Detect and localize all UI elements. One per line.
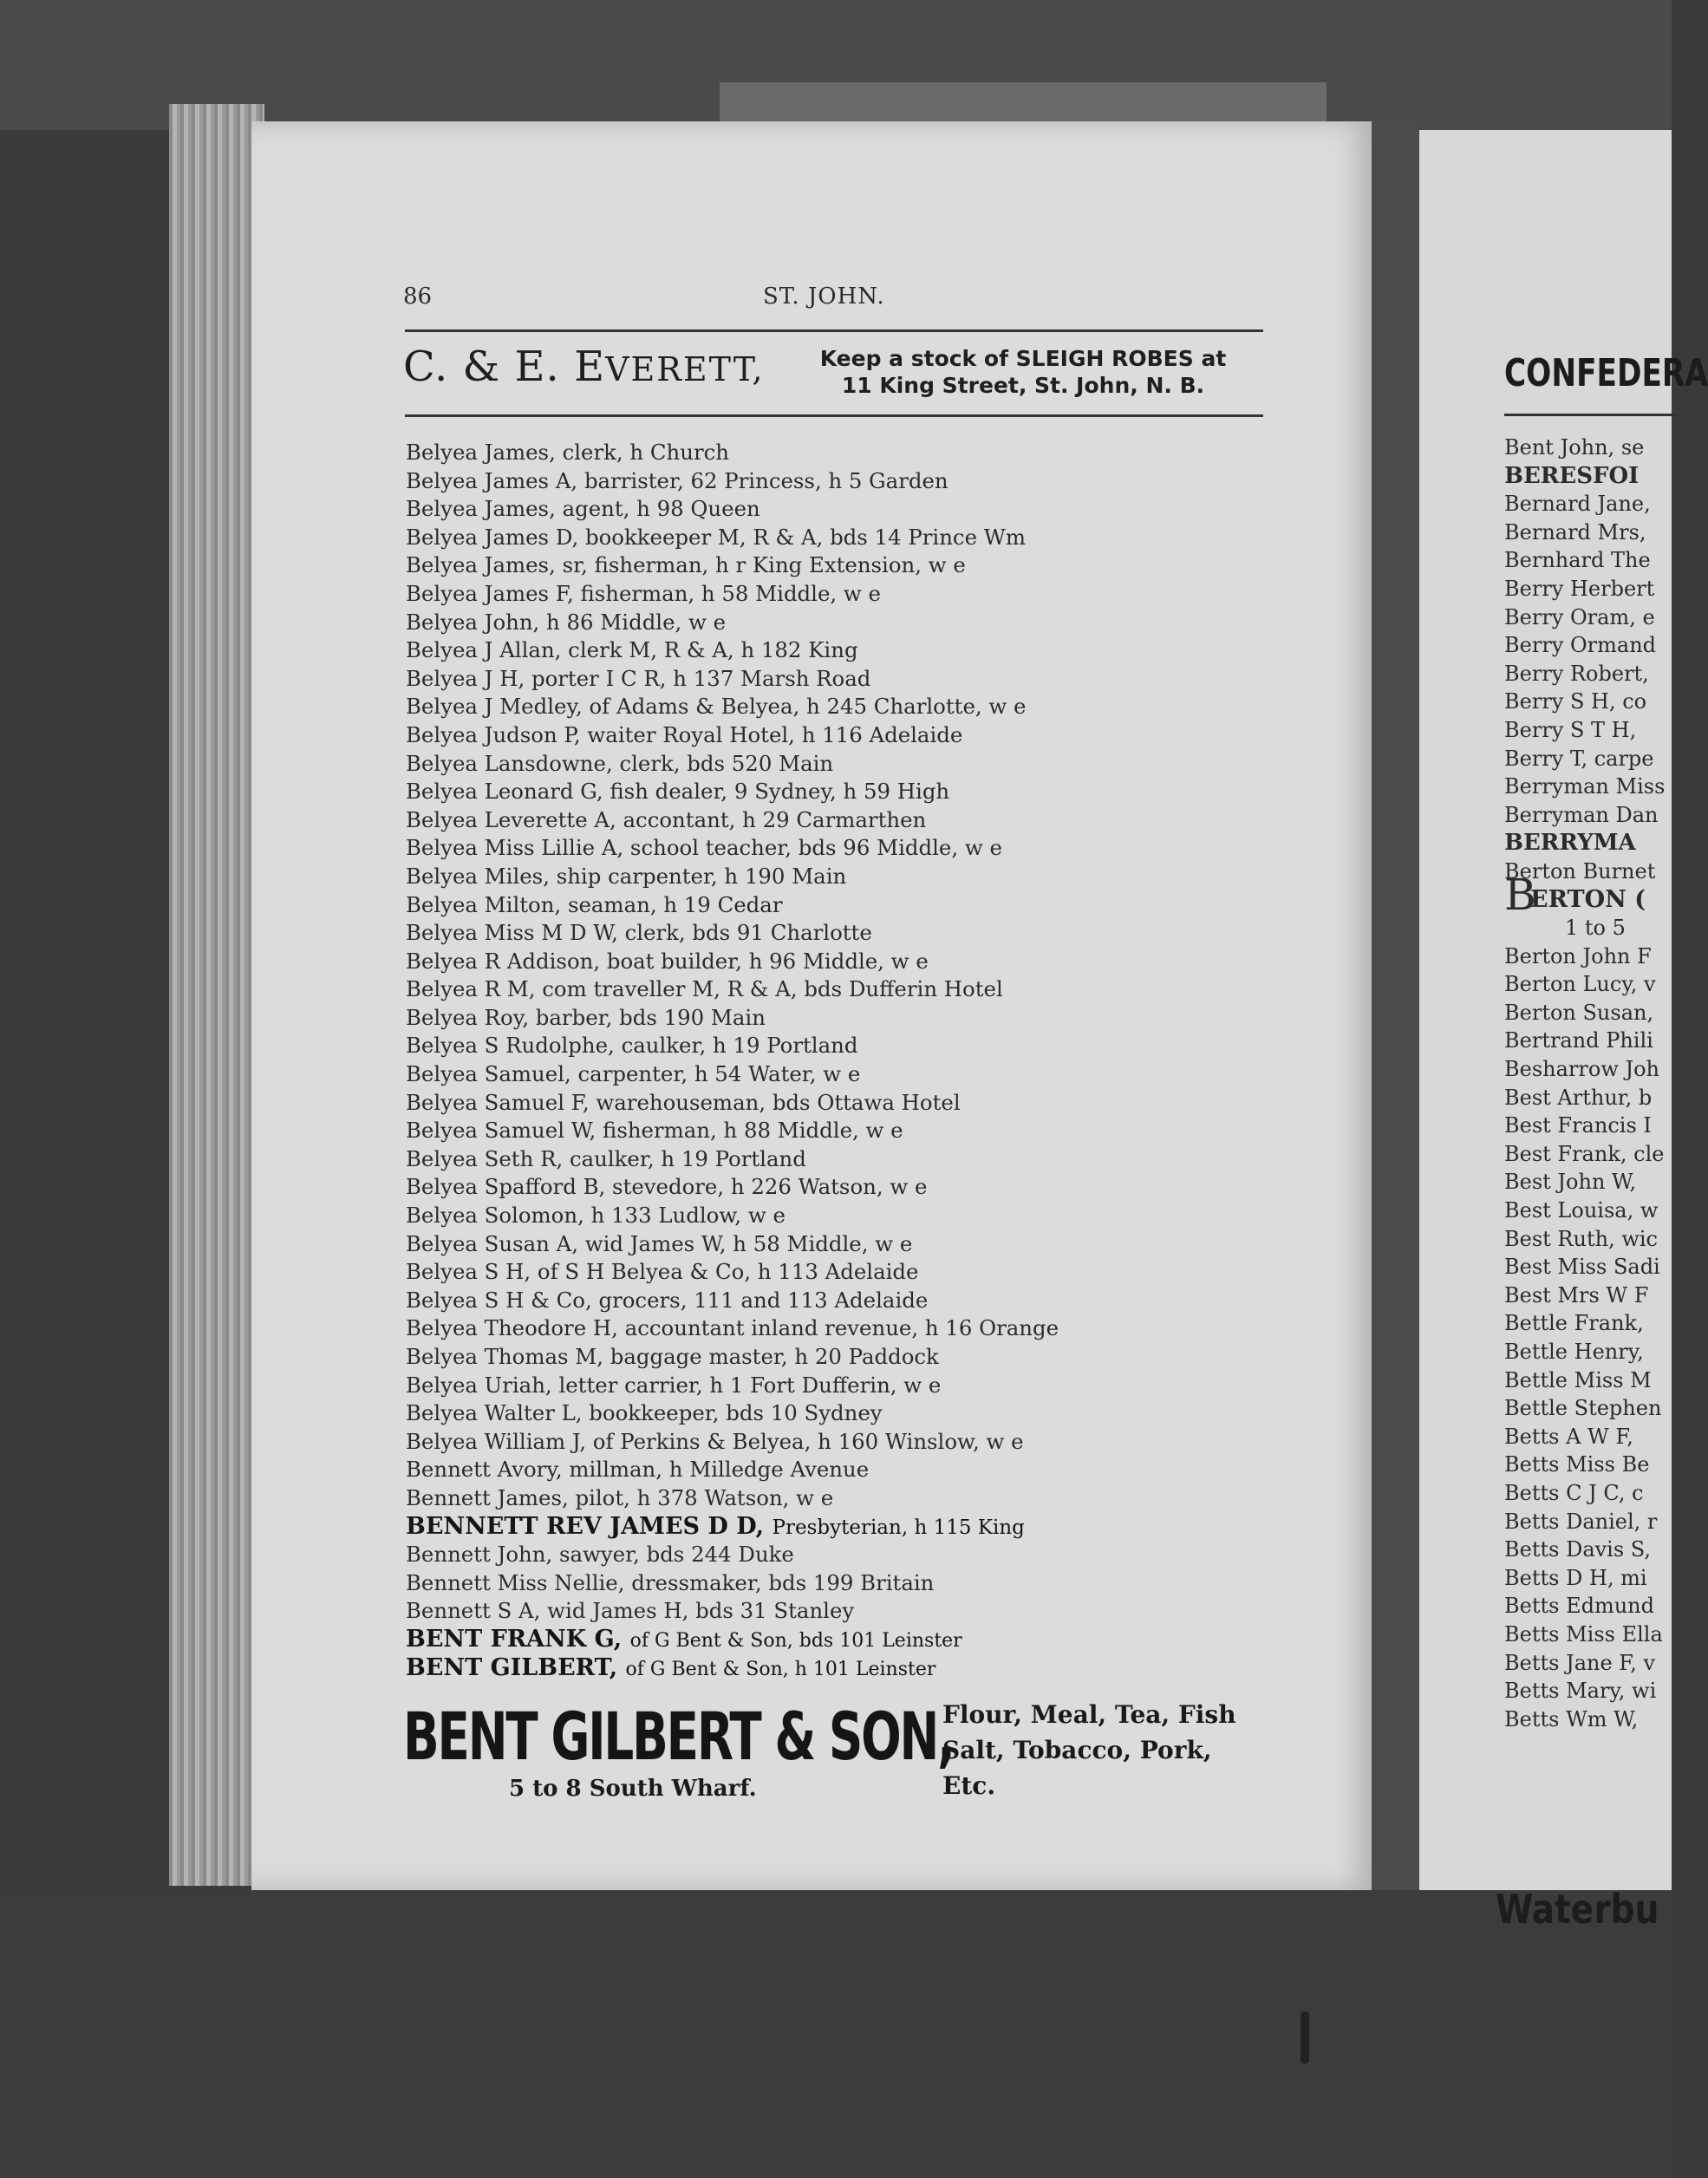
bent-ad-name: BENT GILBERT & SON, [403,1698,954,1775]
right-page-entry: Berryman Miss [1504,774,1666,799]
right-page-entry: Berry S H, co [1504,689,1647,714]
right-page-entry: Betts A W F, [1504,1424,1633,1449]
right-page-entry: Bernard Mrs, [1504,519,1646,544]
right-page [1419,130,1708,1933]
directory-entry: Belyea Theodore H, accountant inland revenue, h 16 Orange [406,1315,1059,1341]
directory-entry: Belyea Samuel, carpenter, h 54 Water, w e [406,1061,861,1087]
right-page-entry: Betts Miss Ella [1504,1621,1663,1647]
right-page-entry: Betts Davis S, [1504,1537,1652,1562]
page-number: 86 [403,284,433,310]
goods-line-1: Flour, Meal, Tea, Fish [942,1700,1236,1729]
right-page-entry: Betts Mary, wi [1504,1679,1657,1704]
right-page-entry: Betts Daniel, r [1504,1509,1658,1534]
book-gutter [1372,121,1419,1890]
directory-entry: Belyea James A, barrister, 62 Princess, h 5 Garden [406,467,949,493]
entry-detail: of G Bent & Son, bds 101 Leinster [629,1629,962,1652]
drop-cap: B [1504,869,1536,920]
goods-line-2: Salt, Tobacco, Pork, [942,1736,1212,1764]
right-page-rule [1504,414,1678,416]
directory-entry: Belyea Uriah, letter carrier, h 1 Fort Dufferin, w e [406,1372,942,1398]
directory-entry: Belyea Samuel F, warehouseman, bds Ottawa Hotel [406,1089,961,1115]
bent-ad-goods [942,1697,1236,1803]
entry-bold-name: ERTON ( [1530,885,1646,913]
directory-entry [406,1654,1299,1683]
right-page-entry: Betts Edmund [1504,1594,1654,1619]
advertisement-text [763,345,1283,399]
directory-entry: Belyea J H, porter I C R, h 137 Marsh Road [406,665,871,691]
directory-entry: Belyea James, clerk, h Church [406,440,729,465]
directory-entry: Bennett James, pilot, h 378 Watson, w e [406,1484,834,1510]
right-page-entry: Berryman Dan [1504,802,1659,827]
goods-line-3: Etc. [942,1771,996,1800]
directory-entry: Belyea S Rudolphe, caulker, h 19 Portland [406,1033,858,1059]
right-page-entry: Bertrand Phili [1504,1028,1653,1053]
directory-entry: Belyea Spafford B, stevedore, h 226 Watson, w e [406,1174,928,1200]
right-page-entry: Berry Herbert [1504,576,1655,601]
directory-entry: Belyea R Addison, boat builder, h 96 Middle, w e [406,948,929,974]
right-page-entry: Best Ruth, wic [1504,1226,1658,1251]
page-stack-edge [169,104,264,1886]
right-page-entry: Berry S T H, [1504,717,1637,742]
right-page-header: CONFEDERA [1504,351,1708,395]
entry-detail: Presbyterian, h 115 King [772,1516,1025,1539]
right-page-entry: Best Arthur, b [1504,1085,1653,1110]
directory-entry: Bennett John, sawyer, bds 244 Duke [406,1542,794,1568]
right-page-entry: Betts Miss Be [1504,1452,1650,1477]
right-page-footer: Waterbu [1496,1886,1659,1933]
directory-entry: Belyea James D, bookkeeper M, R & A, bds 14 Prince Wm [406,524,1026,550]
advertiser-name-initial: C. & E. E [403,342,606,391]
right-page-entry: Bettle Stephen [1504,1396,1662,1421]
directory-entry: Bennett Miss Nellie, dressmaker, bds 199 Britain [406,1569,935,1595]
right-page-entry: Betts C J C, c [1504,1480,1644,1505]
right-page-entry: Best John W, [1504,1170,1637,1195]
directory-entry [406,1626,1299,1654]
right-page-entry: Berton John F [1504,943,1652,968]
directory-entries [406,439,1299,1682]
directory-entry: Belyea Miss M D W, clerk, bds 91 Charlotte [406,920,872,946]
directory-entry: Belyea Judson P, waiter Royal Hotel, h 116 Adelaide [406,721,963,747]
directory-entry: Belyea Milton, seaman, h 19 Cedar [406,891,783,917]
right-page-entry: Betts Jane F, v [1504,1650,1656,1675]
right-page-entry: Berry Robert, [1504,661,1649,686]
directory-entry: Belyea Miss Lillie A, school teacher, bds 96 Middle, w e [406,835,1002,861]
right-page-entry: Best Francis I [1504,1113,1652,1138]
directory-entry: Bennett S A, wid James H, bds 31 Stanley [406,1598,855,1624]
ad-line-2: 11 King Street, St. John, N. B. [841,373,1205,398]
right-page-entry: Berton Susan, [1504,1000,1654,1025]
entry-detail: of G Bent & Son, h 101 Leinster [625,1658,936,1680]
directory-entry: Belyea S H & Co, grocers, 111 and 113 Adelaide [406,1287,929,1313]
directory-entry: Belyea S H, of S H Belyea & Co, h 113 Adelaide [406,1259,919,1285]
directory-entry: Belyea James F, fisherman, h 58 Middle, w e [406,580,881,606]
header-rule-bottom [405,414,1263,417]
bent-gilbert-advertisement [403,1693,1305,1815]
directory-entry: Belyea Samuel W, fisherman, h 88 Middle, w e [406,1118,903,1144]
right-page-entry: Best Mrs W F [1504,1282,1649,1307]
right-page-entry: Bernhard The [1504,548,1651,573]
right-page-entry: Berry T, carpe [1504,746,1654,771]
right-page-entries [1504,434,1665,1733]
entry-bold-name: BENT FRANK G, [406,1625,623,1653]
right-page-entry: BERESFOI [1504,462,1640,489]
right-page-entry: Berton Lucy, v [1504,972,1656,997]
directory-entry: Belyea R M, com traveller M, R & A, bds Dufferin Hotel [406,976,1003,1002]
directory-entry: Belyea J Medley, of Adams & Belyea, h 245 Charlotte, w e [406,694,1027,720]
right-page-entry: Berton Burnet [1504,858,1656,884]
right-page-entry: Best Frank, cle [1504,1141,1665,1166]
directory-entry: Belyea Thomas M, baggage master, h 20 Paddock [406,1344,939,1369]
directory-entry: Belyea Walter L, bookkeeper, bds 10 Sydney [406,1400,883,1426]
right-page-entry: Betts Wm W, [1504,1706,1639,1731]
directory-entry: Belyea John, h 86 Middle, w e [406,609,727,635]
right-page-entry: Bernard Jane, [1504,492,1651,517]
directory-entry: Belyea Susan A, wid James W, h 58 Middle, w e [406,1230,913,1256]
scanner-backdrop-bottom [0,1890,1672,2178]
right-page-entry: Bettle Henry, [1504,1340,1644,1364]
advertiser-name-rest: VERETT, [605,350,765,388]
right-page-entry: BERRYMA [1504,830,1636,857]
directory-entry: Belyea Solomon, h 133 Ludlow, w e [406,1203,786,1229]
directory-entry: Belyea James, sr, fisherman, h r King Extension, w e [406,552,966,578]
directory-entry: Belyea Seth R, caulker, h 19 Portland [406,1145,806,1171]
clip-mark [1301,2012,1309,2064]
ad-line-1: Keep a stock of SLEIGH ROBES at [819,346,1227,371]
directory-entry: Belyea J Allan, clerk M, R & A, h 182 King [406,637,858,663]
directory-entry [406,1513,1299,1542]
entry-bold-name: BENT GILBERT, [406,1653,618,1681]
right-page-entry: Betts D H, mi [1504,1565,1647,1590]
right-page-entry: 1 to 5 [1565,916,1626,941]
scanner-strip [720,82,1327,121]
right-page-entry: Bent John, se [1504,435,1645,460]
directory-entry: Belyea William J, of Perkins & Belyea, h 160 Winslow, w e [406,1428,1024,1454]
header-rule-top [405,329,1263,332]
directory-entry: Belyea Roy, barber, bds 190 Main [406,1004,766,1030]
entry-bold-name: BENNETT REV JAMES D D, [406,1512,765,1540]
right-page-entry: Bettle Miss M [1504,1367,1652,1392]
directory-entry: Belyea James, agent, h 98 Queen [406,496,760,522]
right-page-entry: Bettle Frank, [1504,1311,1644,1336]
directory-entry: Belyea Leverette A, accontant, h 29 Carmarthen [406,806,927,832]
right-page-entry: Berry Oram, e [1504,604,1655,629]
right-page-entry: Best Miss Sadi [1504,1255,1660,1280]
directory-entry: Belyea Miles, ship carpenter, h 190 Main [406,863,847,889]
right-page-entry: Besharrow Joh [1504,1057,1660,1082]
advertiser-name [403,342,765,391]
directory-entry: Bennett Avory, millman, h Milledge Avenue [406,1457,870,1483]
bent-ad-address: 5 to 8 South Wharf. [509,1776,757,1802]
right-page-entry: Best Louisa, w [1504,1198,1659,1223]
running-head: ST. JOHN. [763,284,885,310]
right-page-entry: Berry Ormand [1504,633,1657,658]
directory-entry: Belyea Lansdowne, clerk, bds 520 Main [406,750,834,776]
directory-entry: Belyea Leonard G, fish dealer, 9 Sydney, h 59 High [406,779,950,805]
